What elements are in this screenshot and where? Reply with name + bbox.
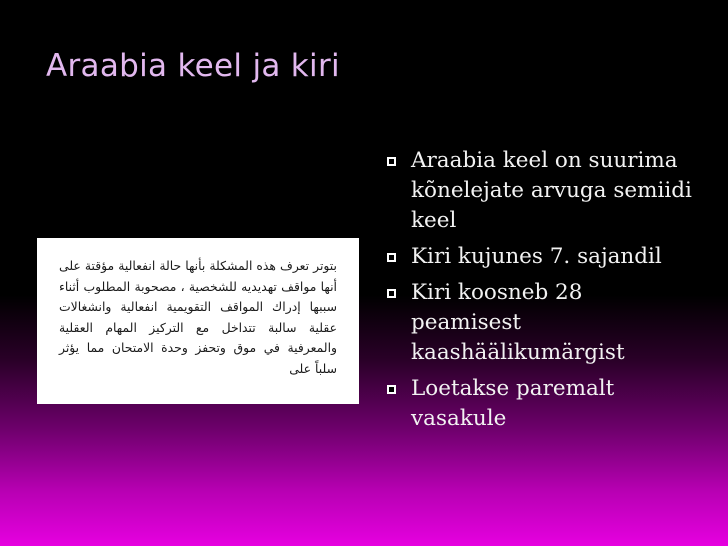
square-bullet-icon (387, 385, 396, 394)
bullet-item (385, 242, 695, 272)
bullet-text: Araabia keel on suurima kõnelejate arvuga semiidi keel (411, 148, 692, 233)
bullet-text: Kiri koosneb 28 peamisest kaashäälikumärgist (411, 280, 625, 365)
bullet-text: Kiri kujunes 7. sajandil (411, 244, 662, 269)
arabic-text: بتوتر تعرف هذه المشكلة بأنها حالة انفعالية مؤقتة على أنها مواقف تهديديه للشخصية ، مصحوبة المطلوب أثناء سببها إدراك المواقف التقويمية انفعالية وانشغالات عقلية سالبة تتداخل مع التركيز المهام العقلية والمعرفية في موق وتحفز وحدة الامتحان مما يؤثر سلباً على (59, 258, 337, 376)
bullet-list (385, 146, 695, 440)
bullet-item (385, 278, 695, 368)
square-bullet-icon (387, 157, 396, 166)
arabic-text-image (37, 238, 359, 404)
slide-title: Araabia keel ja kiri (46, 48, 340, 84)
bullet-item (385, 146, 695, 236)
square-bullet-icon (387, 253, 396, 262)
bullet-item (385, 374, 695, 434)
bullet-text: Loetakse paremalt vasakule (411, 376, 615, 431)
square-bullet-icon (387, 289, 396, 298)
